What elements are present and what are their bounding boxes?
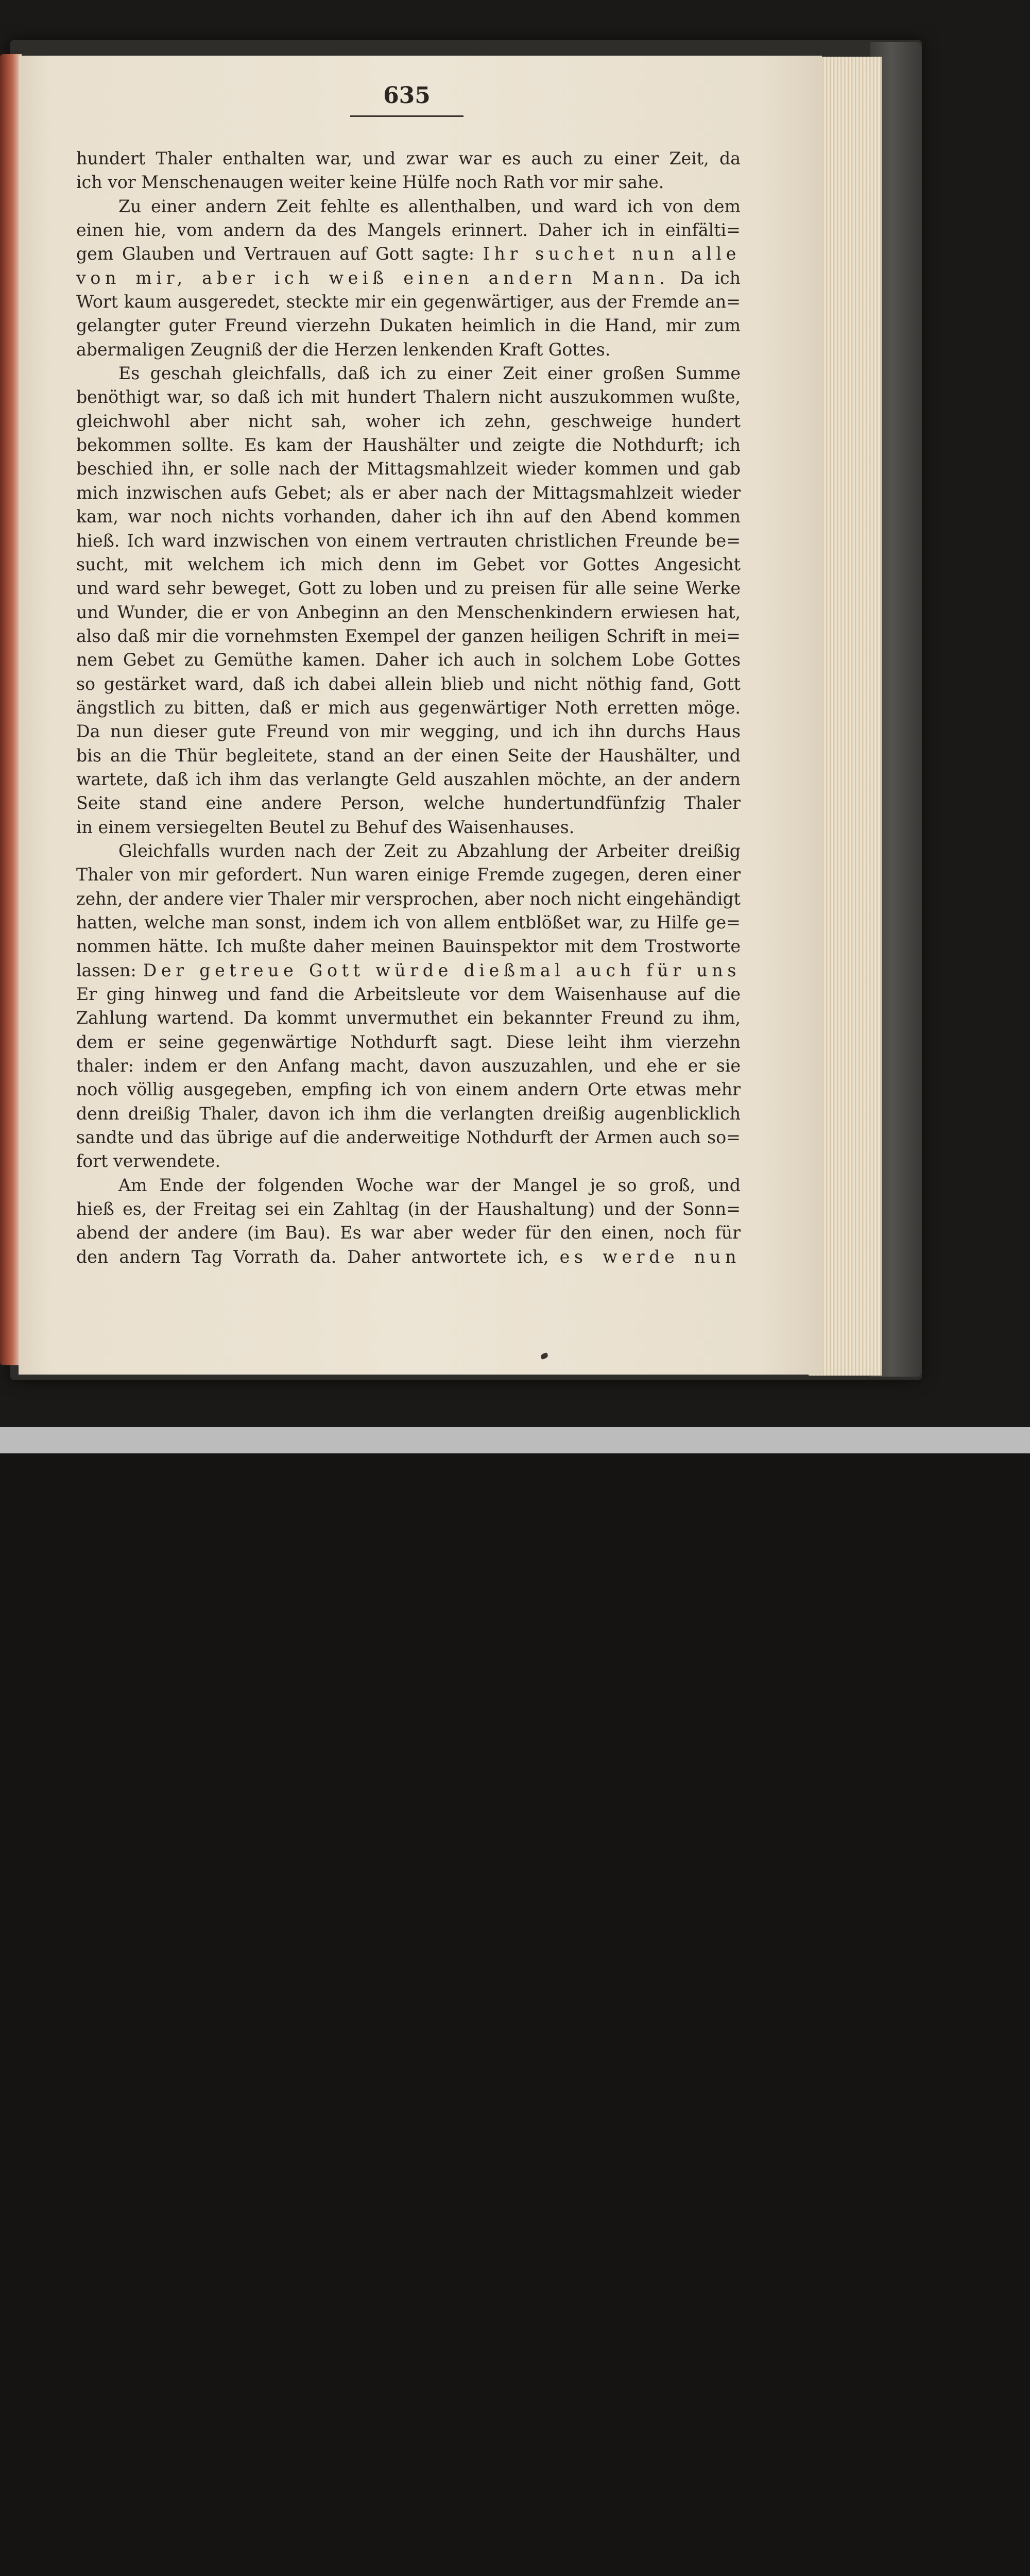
body-text xyxy=(76,147,741,1269)
text-line xyxy=(76,242,741,266)
page-number-rule xyxy=(350,115,464,117)
text-line: dem er seine gegenwärtige Nothdurft sagt. Diese leiht ihm vierzehn xyxy=(76,1031,741,1052)
text-span: lassen: xyxy=(76,960,143,980)
text-line: thaler: indem er den Anfang macht, davon auszuzahlen, und ehe er sie xyxy=(76,1056,741,1076)
text-line: hundert Thaler enthalten war, und zwar war es auch zu einer Zeit, da xyxy=(76,148,741,168)
text-line: mich inzwischen aufs Gebet; als er aber nach der Mittagsmahlzeit wieder xyxy=(76,482,741,503)
text-line: beschied ihn, er solle nach der Mittagsmahlzeit wieder kommen und gab xyxy=(76,459,741,479)
text-line: Wort kaum ausgeredet, steckte mir ein gegenwärtiger, aus der Fremde an= xyxy=(76,292,741,312)
text-line: Zahlung wartend. Da kommt unvermuthet ein bekannter Freund zu ihm, xyxy=(76,1008,741,1028)
text-line: nem Gebet zu Gemüthe kamen. Daher ich auch in solchem Lobe Gottes xyxy=(76,650,741,670)
text-line: Da nun dieser gute Freund von mir wegging, und ich ihn durchs Haus xyxy=(76,721,741,742)
text-line: sucht, mit welchem ich mich denn im Gebet vor Gottes Angesicht xyxy=(76,554,741,574)
text-line: hatten, welche man sonst, indem ich von allem entblößet war, zu Hilfe ge= xyxy=(76,912,741,933)
spaced-emphasis: Der getreue Gott würde dießmal auch für uns xyxy=(143,960,741,980)
spaced-emphasis: Ihr suchet nun alle xyxy=(483,244,741,264)
viewer-footer-bar xyxy=(0,1427,1030,1453)
text-line: nommen hätte. Ich mußte daher meinen Bauinspektor mit dem Trostworte xyxy=(76,936,741,957)
spaced-emphasis: von mir, aber ich weiß einen andern Mann. xyxy=(76,267,670,288)
text-line: wartete, daß ich ihm das verlangte Geld auszahlen möchte, an der andern xyxy=(76,769,741,789)
text-line: Seite stand eine andere Person, welche hundertundfünfzig Thaler xyxy=(76,793,741,814)
text-line: fort verwendete. xyxy=(76,1151,221,1172)
text-line: Zu einer andern Zeit fehlte es allenthalben, und ward ich von dem xyxy=(118,196,741,216)
text-line: gelangter guter Freund vierzehn Dukaten heimlich in die Hand, mir zum xyxy=(76,315,741,336)
text-line xyxy=(76,959,741,982)
text-line: bis an die Thür begleitete, stand an der einen Seite der Haushälter, und xyxy=(76,745,741,766)
spaced-emphasis: es werde nun xyxy=(559,1246,741,1267)
text-span: den andern Tag Vorrath da. Daher antwortete ich, xyxy=(76,1246,560,1267)
text-line: und Wunder, die er von Anbeginn an den Menschenkindern erwiesen hat, xyxy=(76,602,741,622)
text-line xyxy=(76,266,741,290)
text-line: benöthigt war, so daß ich mit hundert Thalern nicht auszukommen wußte, xyxy=(76,387,741,408)
text-span: Da ich xyxy=(680,267,741,288)
text-line: zehn, der andere vier Thaler mir versprochen, aber noch nicht eingehändigt xyxy=(76,888,741,909)
text-line: ich vor Menschenaugen weiter keine Hülfe noch Rath vor mir sahe. xyxy=(76,172,664,193)
text-line: hieß es, der Freitag sei ein Zahltag (in der Haushaltung) und der Sonn= xyxy=(76,1199,741,1219)
text-line: Er ging hinweg und fand die Arbeitsleute vor dem Waisenhause auf die xyxy=(76,984,741,1005)
text-line: sandte und das übrige auf die anderweitige Nothdurft der Armen auch so= xyxy=(76,1127,741,1148)
text-line: noch völlig ausgegeben, empfing ich von einem andern Orte etwas mehr xyxy=(76,1079,741,1100)
text-line: in einem versiegelten Beutel zu Behuf des Waisenhauses. xyxy=(76,817,575,837)
text-line: bekommen sollte. Es kam der Haushälter und zeigte die Nothdurft; ich xyxy=(76,435,741,455)
text-line: und ward sehr beweget, Gott zu loben und zu preisen für alle seine Werke xyxy=(76,578,741,599)
text-line: abermaligen Zeugniß der die Herzen lenkenden Kraft Gottes. xyxy=(76,339,611,360)
text-line: kam, war noch nichts vorhanden, daher ich ihn auf den Abend kommen xyxy=(76,506,741,527)
text-line: ängstlich zu bitten, daß er mich aus gegenwärtiger Noth erretten möge. xyxy=(76,697,741,718)
text-line: Gleichfalls wurden nach der Zeit zu Abzahlung der Arbeiter dreißig xyxy=(118,840,741,861)
text-line: hieß. Ich ward inzwischen von einem vertrauten christlichen Freunde be= xyxy=(76,530,741,551)
text-line: so gestärket ward, daß ich dabei allein blieb und nicht nöthig fand, Gott xyxy=(76,673,741,694)
text-line: Thaler von mir gefordert. Nun waren einige Fremde zugegen, deren einer xyxy=(76,865,741,885)
text-span: gem Glauben und Vertrauen auf Gott sagte: xyxy=(76,244,483,264)
page-number: 635 xyxy=(383,82,431,109)
text-line: denn dreißig Thaler, davon ich ihm die verlangten dreißig augenblicklich xyxy=(76,1103,741,1124)
text-line: Es geschah gleichfalls, daß ich zu einer Zeit einer großen Summe xyxy=(118,363,741,384)
text-line: einen hie, vom andern da des Mangels erinnert. Daher ich in einfälti= xyxy=(76,220,741,241)
text-line xyxy=(76,1245,741,1269)
text-line: gleichwohl aber nicht sah, woher ich zehn, geschweige hundert xyxy=(76,411,741,431)
text-line: Am Ende der folgenden Woche war der Mangel je so groß, und xyxy=(118,1175,741,1195)
text-line: abend der andere (im Bau). Es war aber weder für den einen, noch für xyxy=(76,1223,741,1243)
text-line: also daß mir die vornehmsten Exempel der ganzen heiligen Schrift in mei= xyxy=(76,625,741,646)
